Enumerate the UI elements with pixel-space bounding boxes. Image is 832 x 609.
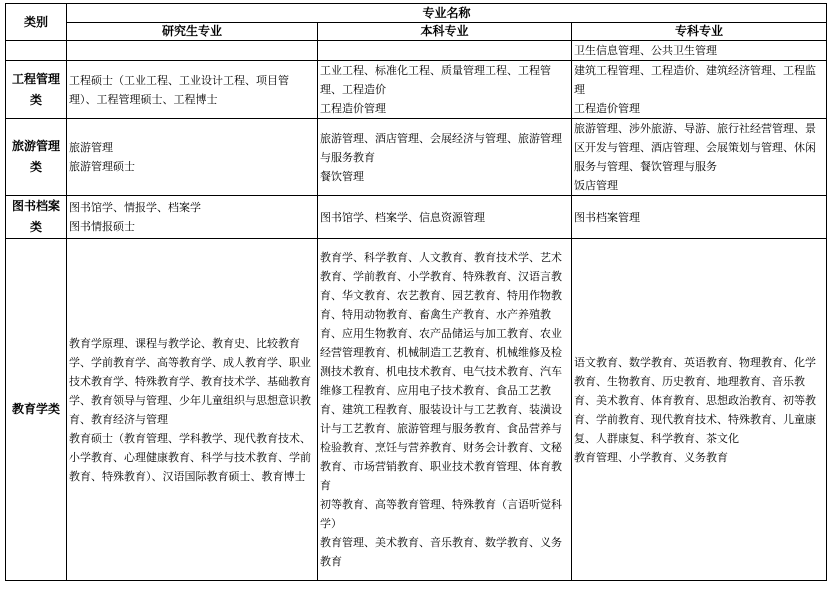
junior-major-line: 语文教育、数学教育、英语教育、物理教育、化学教育、生物教育、历史教育、地理教育、音乐教育、美术教育、体育教育、思想政治教育、初等教育、学前教育、现代教育技术、特殊教育、儿童康复、人群康复、科学教育、茶文化: [574, 355, 816, 445]
table-row: [6, 196, 827, 239]
category-cell: 工程管理类: [6, 61, 67, 119]
junior-major-line: 饭店管理: [574, 179, 618, 192]
category-cell: 教育学类: [6, 239, 67, 581]
graduate-cell: [67, 41, 318, 61]
undergraduate-major-line: 教育管理、美术教育、音乐教育、数学教育、义务教育: [320, 536, 562, 568]
header-undergraduate: 本科专业: [318, 23, 572, 41]
header-graduate: 研究生专业: [67, 23, 318, 41]
graduate-major-line: 旅游管理: [69, 141, 113, 154]
junior-cell: [572, 239, 827, 581]
junior-major-line: 卫生信息管理、公共卫生管理: [574, 44, 717, 57]
graduate-cell: [67, 119, 318, 196]
junior-cell: [572, 196, 827, 239]
undergraduate-cell: [318, 239, 572, 581]
graduate-cell: [67, 61, 318, 119]
category-cell: 图书档案类: [6, 196, 67, 239]
undergraduate-cell: [318, 119, 572, 196]
table-body: [6, 41, 827, 581]
undergraduate-cell: [318, 61, 572, 119]
junior-major-line: 工程造价管理: [574, 102, 640, 115]
graduate-major-line: 旅游管理硕士: [69, 160, 135, 173]
undergraduate-major-line: 旅游管理、酒店管理、会展经济与管理、旅游管理与服务教育: [320, 131, 562, 164]
junior-major-line: 图书档案管理: [574, 210, 640, 224]
graduate-cell: [67, 196, 318, 239]
junior-major-line: 教育管理、小学教育、义务教育: [574, 450, 728, 464]
header-category: 类别: [6, 4, 67, 41]
category-cell: [6, 41, 67, 61]
undergraduate-major-line: 工业工程、标准化工程、质量管理工程、工程管理、工程造价: [320, 64, 551, 96]
graduate-cell: [67, 239, 318, 581]
majors-table-wrapper: [5, 3, 827, 581]
undergraduate-major-line: 初等教育、高等教育管理、特殊教育（言语听觉科学）: [320, 498, 562, 530]
undergraduate-cell: [318, 196, 572, 239]
undergraduate-major-line: 餐饮管理: [320, 169, 364, 183]
table-row: [6, 119, 827, 196]
junior-major-line: 建筑工程管理、工程造价、建筑经济管理、工程监理: [574, 64, 816, 96]
graduate-major-line: 教育硕士（教育管理、学科教学、现代教育技术、小学教育、心理健康教育、科学与技术教育、学前教育、特殊教育）、汉语国际教育硕士、教育博士: [69, 431, 311, 483]
graduate-major-line: 教育学原理、课程与教学论、教育史、比较教育学、学前教育学、高等教育学、成人教育学、职业技术教育学、特殊教育学、教育技术学、基础教育学、教育领导与管理、少年儿童组织与思想意识教育、教育经济与管理: [69, 336, 311, 426]
category-cell: 旅游管理类: [6, 119, 67, 196]
majors-table: [5, 3, 827, 581]
junior-major-line: 旅游管理、涉外旅游、导游、旅行社经营管理、景区开发与管理、酒店管理、会展策划与管理、休闲服务与管理、餐饮管理与服务: [574, 122, 816, 173]
table-row: [6, 41, 827, 61]
graduate-major-line: 图书馆学、情报学、档案学: [69, 201, 201, 214]
header-junior: 专科专业: [572, 23, 827, 41]
junior-cell: [572, 119, 827, 196]
table-row: [6, 61, 827, 119]
table-row: [6, 239, 827, 581]
undergraduate-major-line: 教育学、科学教育、人文教育、教育技术学、艺术教育、学前教育、小学教育、特殊教育、汉语言教育、华文教育、农艺教育、园艺教育、特用作物教育、特用动物教育、畜禽生产教育、水产养殖教育、应用生物教育、农产品储运与加工教育、农业经营管理教育、机械制造工艺教育、机械维修及检测技术教育、机电技术教育、电气技术教育、汽车维修工程教育、应用电子技术教育、食品工艺教育、建筑工程教育、服装设计与工艺教育、装潢设计与工艺教育、旅游管理与服务教育、食品营养与检验教育、烹饪与营养教育、财务会计教育、文秘教育、市场营销教育、职业技术教育管理、体育教育: [320, 251, 562, 492]
junior-cell: [572, 41, 827, 61]
graduate-major-line: 工程硕士（工业工程、工业设计工程、项目管理）、工程管理硕士、工程博士: [69, 73, 289, 106]
undergraduate-major-line: 图书馆学、档案学、信息资源管理: [320, 210, 485, 224]
junior-cell: [572, 61, 827, 119]
header-major-name: 专业名称: [67, 4, 827, 23]
undergraduate-cell: [318, 41, 572, 61]
graduate-major-line: 图书情报硕士: [69, 220, 135, 233]
undergraduate-major-line: 工程造价管理: [320, 102, 386, 115]
